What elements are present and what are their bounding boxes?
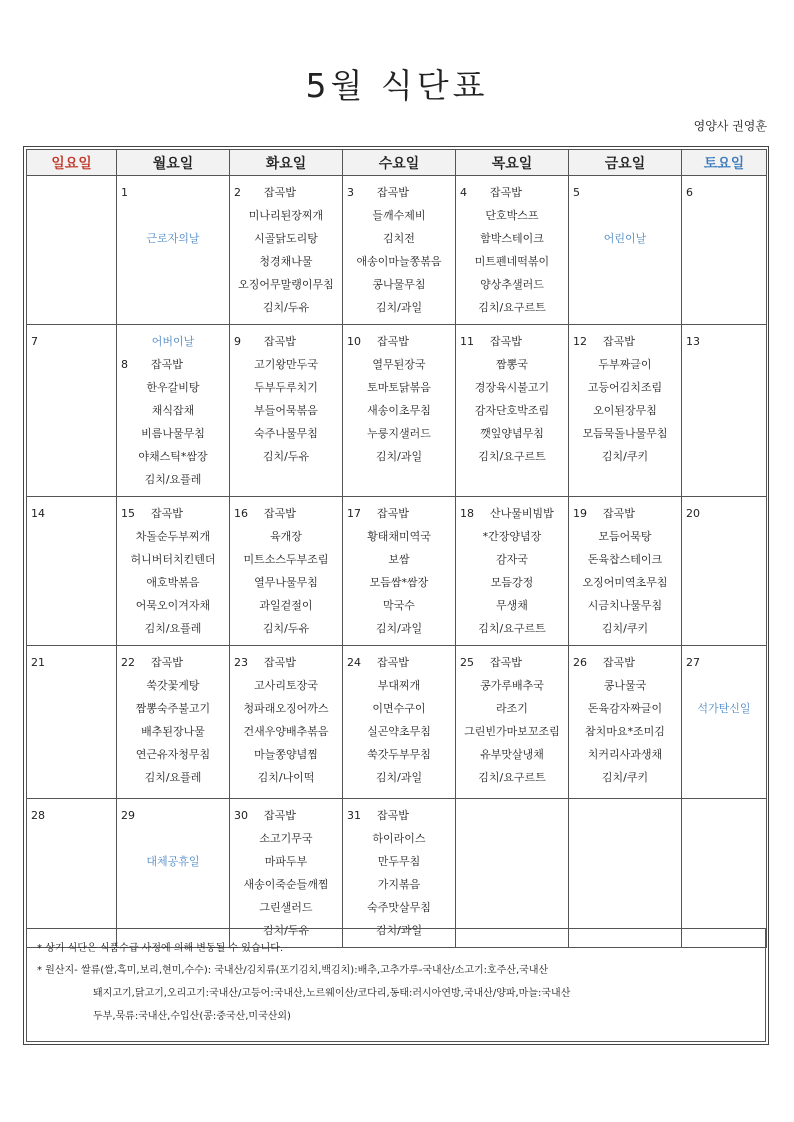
menu-item: 잡곡밥 (377, 507, 409, 520)
menu-first-line (343, 335, 455, 358)
week-row (27, 325, 767, 497)
menu-item: 모듬쌈*쌈장 (369, 576, 429, 589)
menu-item: 토마토닭볶음 (367, 381, 431, 394)
day-cell (27, 497, 117, 646)
menu-item: 건새우양배추볶음 (243, 725, 329, 738)
menu-item: 오이된장무침 (593, 404, 657, 417)
menu-item: 김치/나이떡 (257, 771, 315, 784)
menu-item: 잡곡밥 (151, 358, 183, 371)
day-cell (682, 799, 767, 948)
day-cell (456, 325, 569, 497)
menu-item: 잡곡밥 (490, 656, 522, 669)
day-cell (569, 497, 682, 646)
menu-item: 막국수 (383, 599, 415, 612)
day-cell (27, 176, 117, 325)
menu-item: 콩나물무침 (372, 278, 426, 291)
menu-item: 콩나물국 (603, 679, 647, 692)
day-cell (230, 646, 343, 799)
week-row (27, 646, 767, 799)
menu-item: 과일겉절이 (259, 599, 313, 612)
menu-item: 만두무침 (377, 855, 421, 868)
note-line: 돼지고기,닭고기,오리고기:국내산/고등어:국내산,노르웨이산/코다리,동태:러시아연방,국내산/양파,마늘:국내산 (93, 988, 571, 999)
menu-item: 미트펜네떡볶이 (474, 255, 550, 268)
menu-item: 마늘쫑양념찜 (254, 748, 318, 761)
menu-item: 경장육시불고기 (474, 381, 550, 394)
menu-item: 라조기 (496, 702, 528, 715)
day-number: 12 (573, 335, 587, 348)
menu-item: 잡곡밥 (377, 656, 409, 669)
day-number: 13 (686, 335, 700, 348)
day-number: 29 (121, 809, 135, 822)
menu-item: 숙주나물무침 (254, 427, 318, 440)
menu-item: 단호박스프 (485, 209, 539, 222)
menu-item: 시골닭도리탕 (254, 232, 318, 245)
menu-item: 짬뽕국 (496, 358, 528, 371)
menu-first-line (230, 656, 342, 679)
menu-item: 잡곡밥 (377, 335, 409, 348)
menu-item: 야채스틱*쌈장 (138, 450, 208, 463)
note-line: 두부,묵류:국내산,수입산(콩:중국산,미국산외) (93, 1011, 291, 1022)
menu-first-line (456, 656, 568, 679)
menu-first-line (117, 358, 229, 381)
menu-first-line (117, 507, 229, 530)
notes-box (26, 928, 766, 1042)
day-cell (27, 646, 117, 799)
day-cell (456, 646, 569, 799)
menu-item: 애송이마늘쫑볶음 (356, 255, 442, 268)
menu-item: 김치/요플레 (144, 473, 202, 486)
day-number: 9 (234, 335, 241, 348)
menu-item: 감자국 (496, 553, 528, 566)
day-cell (456, 176, 569, 325)
day-cell (117, 799, 230, 948)
day-number: 4 (460, 186, 467, 199)
day-number: 27 (686, 656, 700, 669)
menu-item: 김치전 (383, 232, 415, 245)
menu-item: 김치/과일 (375, 771, 423, 784)
menu-item: 열무된장국 (372, 358, 426, 371)
menu-item: 김치/두유 (262, 924, 310, 937)
menu-item: 황태채미역국 (367, 530, 431, 543)
menu-first-line (569, 335, 681, 358)
menu-item: 잡곡밥 (490, 335, 522, 348)
menu-item: 보쌈 (388, 553, 410, 566)
header-thursday: 목요일 (456, 150, 569, 176)
menu-item: 모듬어묵탕 (598, 530, 652, 543)
menu-item: 김치/요플레 (144, 622, 202, 635)
day-cell (682, 646, 767, 799)
day-number: 8 (121, 358, 128, 371)
menu-item: 미트소스두부조림 (243, 553, 329, 566)
menu-item: 무생채 (496, 599, 528, 612)
menu-item: 김치/요구르트 (478, 622, 546, 635)
menu-item: 김치/쿠키 (601, 771, 649, 784)
menu-item: 김치/과일 (375, 450, 423, 463)
day-number: 22 (121, 656, 135, 669)
day-cell (682, 176, 767, 325)
menu-item: 한우갈비탕 (146, 381, 200, 394)
menu-item: 김치/두유 (262, 622, 310, 635)
menu-item: 김치/쿠키 (601, 450, 649, 463)
day-cell (569, 176, 682, 325)
header-friday: 금요일 (569, 150, 682, 176)
day-cell (569, 799, 682, 948)
menu-item: 잡곡밥 (264, 507, 296, 520)
day-cell (230, 325, 343, 497)
menu-item: 누룽지샐러드 (367, 427, 431, 440)
menu-item: 참치마요*조미김 (585, 725, 665, 738)
menu-item: 그린샐러드 (259, 901, 313, 914)
day-cell (343, 799, 456, 948)
menu-item: 열무나물무침 (254, 576, 318, 589)
menu-first-line (569, 507, 681, 530)
menu-item: 두부짜글이 (598, 358, 652, 371)
menu-item: 이면수구이 (372, 702, 426, 715)
day-number: 1 (121, 186, 128, 199)
day-number: 25 (460, 656, 474, 669)
menu-item: 애호박볶음 (146, 576, 200, 589)
menu-item: 잡곡밥 (264, 656, 296, 669)
day-number: 26 (573, 656, 587, 669)
menu-item: 산나물비빔밥 (490, 507, 554, 520)
day-cell (343, 497, 456, 646)
header-wednesday: 수요일 (343, 150, 456, 176)
day-number: 20 (686, 507, 700, 520)
week-row (27, 799, 767, 948)
day-number: 30 (234, 809, 248, 822)
menu-item: 김치/과일 (375, 622, 423, 635)
day-number: 14 (31, 507, 45, 520)
menu-item: 양상추샐러드 (480, 278, 544, 291)
day-cell (343, 176, 456, 325)
menu-item: 비름나물무침 (141, 427, 205, 440)
day-number (682, 809, 766, 832)
menu-table (26, 149, 767, 948)
day-cell (27, 799, 117, 948)
menu-item: 그린빈가마보꼬조림 (464, 725, 560, 738)
menu-item: 가지볶음 (377, 878, 421, 891)
menu-first-line (343, 186, 455, 209)
menu-first-line (230, 335, 342, 358)
menu-item: 감자단호박조림 (474, 404, 550, 417)
menu-item: 깻잎양념무침 (480, 427, 544, 440)
day-cell (343, 646, 456, 799)
menu-item: 청파래오징어까스 (243, 702, 329, 715)
menu-item: 숙주맛살무침 (367, 901, 431, 914)
day-cell (230, 497, 343, 646)
menu-item: 두부두루치기 (254, 381, 318, 394)
menu-item: 김치/과일 (375, 924, 423, 937)
menu-item: 고등어김치조림 (587, 381, 663, 394)
note-line: * 원산지- 쌀류(쌀,흑미,보리,현미,수수): 국내산/김치류(포기김치,백김치):배추,고추가루-국내산/소고기:호주산,국내산 (37, 965, 549, 976)
menu-item: 육개장 (270, 530, 302, 543)
day-number: 11 (460, 335, 474, 348)
menu-item: 부대찌개 (377, 679, 421, 692)
menu-item: 새송이초무침 (367, 404, 431, 417)
holiday-label: 석가탄신일 (697, 702, 751, 715)
day-number: 15 (121, 507, 135, 520)
menu-item: 어묵오이겨자채 (135, 599, 211, 612)
menu-item: 채식잡채 (151, 404, 195, 417)
menu-first-line (456, 507, 568, 530)
menu-item: 시금치나물무침 (587, 599, 663, 612)
header-tuesday: 화요일 (230, 150, 343, 176)
day-number: 21 (31, 656, 45, 669)
author-line: 영양사 권영훈 (693, 119, 767, 133)
menu-item: 쑥갓꽃게탕 (146, 679, 200, 692)
day-cell (569, 646, 682, 799)
day-number (456, 809, 568, 832)
holiday-label: 어버이날 (151, 335, 195, 348)
day-cell (682, 325, 767, 497)
day-cell (343, 325, 456, 497)
menu-item: 고기왕만두국 (254, 358, 318, 371)
day-cell (569, 325, 682, 497)
week-row (27, 497, 767, 646)
menu-item: 돈육찹스테이크 (587, 553, 663, 566)
day-cell (117, 325, 230, 497)
menu-item: 김치/요구르트 (478, 450, 546, 463)
menu-item: 김치/요구르트 (478, 771, 546, 784)
day-cell (682, 497, 767, 646)
menu-item: 모듬강정 (490, 576, 534, 589)
menu-item: 쑥갓두부무침 (367, 748, 431, 761)
menu-item: 들깨수제비 (372, 209, 426, 222)
day-number: 31 (347, 809, 361, 822)
menu-item: 유부맛살냉채 (480, 748, 544, 761)
menu-item: 모듬묵돌나물무침 (582, 427, 668, 440)
menu-item: 김치/두유 (262, 450, 310, 463)
day-number: 23 (234, 656, 248, 669)
header-monday: 월요일 (117, 150, 230, 176)
menu-item: 잡곡밥 (603, 656, 635, 669)
day-number: 19 (573, 507, 587, 520)
menu-first-line (230, 809, 342, 832)
note-line: * 상기 식단은 식품수급 사정에 의해 변동될 수 있습니다. (37, 943, 284, 954)
menu-item: 치커리사과생채 (587, 748, 663, 761)
day-number: 3 (347, 186, 354, 199)
day-cell (117, 176, 230, 325)
menu-item: 연근유자청무침 (135, 748, 211, 761)
holiday-label: 근로자의날 (146, 232, 200, 245)
menu-item: 잡곡밥 (264, 186, 296, 199)
menu-item: 돈육감자짜글이 (587, 702, 663, 715)
menu-item: 마파두부 (264, 855, 308, 868)
menu-first-line (117, 656, 229, 679)
menu-item: 차돌순두부찌개 (135, 530, 211, 543)
menu-first-line (456, 186, 568, 209)
menu-item: 김치/요구르트 (478, 301, 546, 314)
page-title: 5월 식단표 (305, 66, 489, 105)
menu-first-line (230, 507, 342, 530)
holiday-label: 어린이날 (603, 232, 647, 245)
menu-item: 잡곡밥 (151, 507, 183, 520)
menu-item: 부들어묵볶음 (254, 404, 318, 417)
day-cell (27, 325, 117, 497)
menu-item: 소고기무국 (259, 832, 313, 845)
menu-item: 김치/두유 (262, 301, 310, 314)
menu-item: 청경채나물 (259, 255, 313, 268)
menu-item: *간장양념장 (482, 530, 542, 543)
day-number: 2 (234, 186, 241, 199)
day-cell (117, 646, 230, 799)
menu-item: 오징어미역초무침 (582, 576, 668, 589)
menu-item: 허니버터치킨텐더 (130, 553, 216, 566)
menu-item: 잡곡밥 (264, 335, 296, 348)
day-number: 5 (573, 186, 580, 199)
day-number: 28 (31, 809, 45, 822)
menu-item: 새송이죽순들깨찜 (243, 878, 329, 891)
day-number (27, 186, 116, 209)
menu-item: 잡곡밥 (377, 809, 409, 822)
menu-first-line (230, 186, 342, 209)
menu-frame (23, 146, 769, 1045)
menu-first-line (456, 335, 568, 358)
menu-item: 잡곡밥 (603, 507, 635, 520)
menu-item: 김치/요플레 (144, 771, 202, 784)
menu-item: 미나리된장찌개 (248, 209, 324, 222)
menu-item: 짬뽕숙주불고기 (135, 702, 211, 715)
day-number: 7 (31, 335, 38, 348)
day-number (569, 809, 681, 832)
day-cell (456, 799, 569, 948)
menu-item: 잡곡밥 (490, 186, 522, 199)
day-header-row (27, 150, 767, 176)
menu-item: 배추된장나물 (141, 725, 205, 738)
day-number: 24 (347, 656, 361, 669)
day-cell (456, 497, 569, 646)
week-row (27, 176, 767, 325)
menu-item: 잡곡밥 (377, 186, 409, 199)
menu-item: 잡곡밥 (151, 656, 183, 669)
day-cell (230, 176, 343, 325)
menu-item: 오징어무말랭이무침 (238, 278, 334, 291)
menu-first-line (343, 656, 455, 679)
menu-first-line (343, 507, 455, 530)
menu-item: 김치/쿠키 (601, 622, 649, 635)
menu-item: 고사리토장국 (254, 679, 318, 692)
day-cell (117, 497, 230, 646)
menu-item: 잡곡밥 (264, 809, 296, 822)
menu-first-line (343, 809, 455, 832)
day-number: 6 (686, 186, 693, 199)
menu-item: 콩가루배추국 (480, 679, 544, 692)
day-number: 18 (460, 507, 474, 520)
day-number: 17 (347, 507, 361, 520)
menu-item: 실곤약초무침 (367, 725, 431, 738)
day-number: 16 (234, 507, 248, 520)
menu-item: 잡곡밥 (603, 335, 635, 348)
menu-item: 김치/과일 (375, 301, 423, 314)
menu-first-line (569, 656, 681, 679)
header-saturday: 토요일 (682, 150, 767, 176)
day-number: 10 (347, 335, 361, 348)
holiday-label: 대체공휴일 (146, 855, 200, 868)
day-cell (230, 799, 343, 948)
header-sunday: 일요일 (27, 150, 117, 176)
menu-item: 함박스테이크 (480, 232, 544, 245)
menu-item: 하이라이스 (372, 832, 426, 845)
